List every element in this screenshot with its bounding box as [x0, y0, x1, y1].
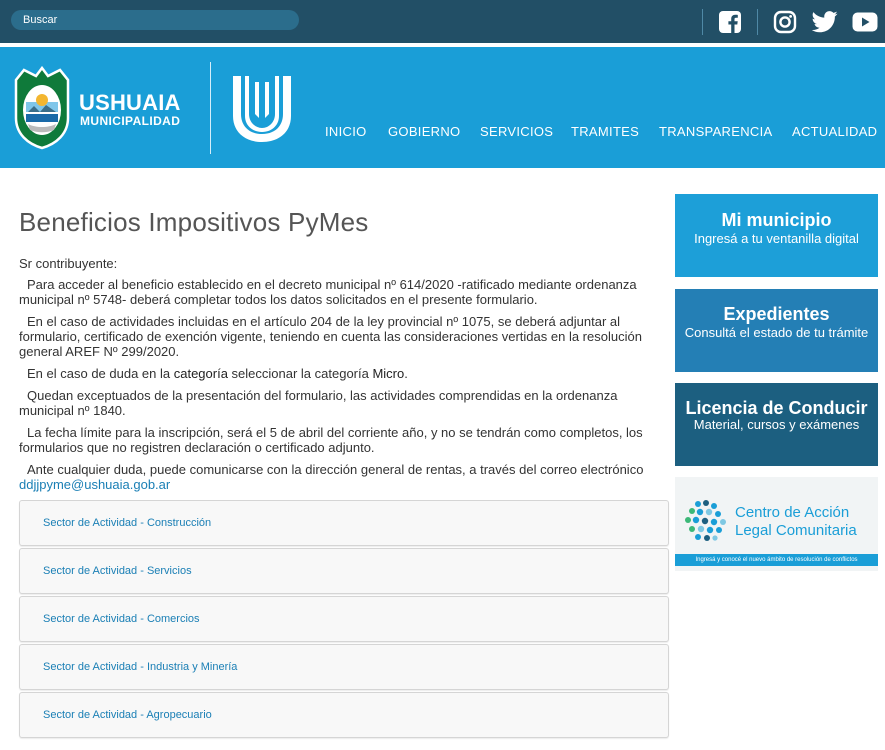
category-micro: Micro	[372, 366, 405, 381]
paragraph-contact: Ante cualquier duda, puede comunicarse con la dirección general de rentas, a través del correo electrónico	[27, 462, 644, 477]
contact-email-line	[19, 477, 671, 492]
paragraph-exceptions: Quedan exceptuados de la presentación del formulario, las actividades comprendidas en la ordenanza municipal nº 1840.	[19, 388, 618, 418]
card-title: Licencia de Conducir	[685, 398, 868, 418]
card-title: Mi municipio	[721, 210, 832, 230]
legal-title-line1: Centro de Acción	[735, 504, 850, 521]
card-expedientes[interactable]	[675, 289, 878, 372]
card-title: Expedientes	[723, 304, 830, 324]
accordion-label[interactable]: Sector de Actividad - Agropecuario	[43, 709, 212, 721]
legal-band-text: Ingresá y conocé el nuevo ámbito de resolución de conflictos	[675, 554, 878, 566]
card-legal-comunitaria[interactable]	[675, 477, 878, 571]
accordion-label[interactable]: Sector de Actividad - Construcción	[43, 517, 212, 529]
nav-tramites[interactable]: TRAMITES	[571, 124, 640, 139]
facebook-icon[interactable]	[717, 9, 743, 35]
accordion-label[interactable]: Sector de Actividad - Comercios	[43, 613, 200, 625]
search-input[interactable]: Buscar	[11, 10, 299, 30]
social-divider	[702, 9, 703, 35]
paragraph-deadline: La fecha límite para la inscripción, será el 5 de abril del corriente año, y no se tendrán como completos, los formularios que no registren declaración o certificado adjunto.	[19, 425, 643, 455]
legal-dots-icon	[684, 499, 730, 543]
card-subtitle: Material, cursos y exámenes	[693, 417, 860, 432]
page-title: Beneficios Impositivos PyMes	[19, 207, 369, 237]
nav-inicio[interactable]: INICIO	[325, 124, 367, 139]
legal-title	[735, 504, 857, 540]
card-mi-municipio[interactable]	[675, 194, 878, 277]
greeting-text: Sr contribuyente:	[19, 256, 118, 271]
category-text-e: .	[404, 366, 408, 381]
legal-title-line2: Legal Comunitaria	[735, 522, 857, 539]
accordion-sector-servicios[interactable]	[19, 548, 669, 594]
category-term: categoría	[173, 366, 228, 381]
paragraph-category	[19, 366, 671, 381]
accordion-label[interactable]: Sector de Actividad - Industria y Minería	[43, 661, 238, 673]
accordion-sector-construccion[interactable]	[19, 500, 669, 546]
card-subtitle: Ingresá a tu ventanilla digital	[694, 231, 859, 246]
card-licencia-conducir[interactable]	[675, 383, 878, 466]
brand-subtitle: MUNICIPALIDAD	[80, 114, 181, 128]
accordion-label[interactable]: Sector de Actividad - Servicios	[43, 565, 192, 577]
instagram-icon[interactable]	[772, 9, 798, 35]
social-links	[695, 0, 885, 43]
nav-actualidad[interactable]: ACTUALIDAD	[792, 124, 878, 139]
twitter-icon[interactable]	[812, 9, 838, 35]
category-text-c: seleccionar la categoría	[227, 366, 373, 381]
top-bar	[0, 0, 885, 43]
paragraph-exemption: En el caso de actividades incluidas en el artículo 204 de la ley provincial nº 1075, se deberá adjuntar al formulario, certificado de exención vigente, teniendo en cuenta las consideraciones vertidas en la resolución general AREF Nº 299/2020.	[19, 314, 642, 359]
nav-gobierno[interactable]: GOBIERNO	[388, 124, 461, 139]
accordion-sector-industria[interactable]	[19, 644, 669, 690]
contact-email-link[interactable]: ddjjpyme@ushuaia.gob.ar	[19, 477, 171, 492]
category-text-a: En el caso de duda en la	[27, 366, 174, 381]
nav-transparencia[interactable]: TRANSPARENCIA	[659, 124, 773, 139]
social-divider	[757, 9, 758, 35]
brand-name: USHUAIA	[79, 90, 181, 115]
paragraph-decree: Para acceder al beneficio establecido en el decreto municipal nº 614/2020 -ratificado mediante ordenanza municipal nº 5748- deberá completar todos los datos solicitados en el presente formulario.	[19, 277, 637, 307]
accordion-sector-comercios[interactable]	[19, 596, 669, 642]
card-subtitle: Consultá el estado de tu trámite	[684, 325, 869, 340]
accordion-sector-agropecuario[interactable]	[19, 692, 669, 738]
main-nav	[0, 124, 885, 144]
nav-servicios[interactable]: SERVICIOS	[480, 124, 554, 139]
site-header	[0, 47, 885, 168]
youtube-icon[interactable]	[852, 9, 878, 35]
